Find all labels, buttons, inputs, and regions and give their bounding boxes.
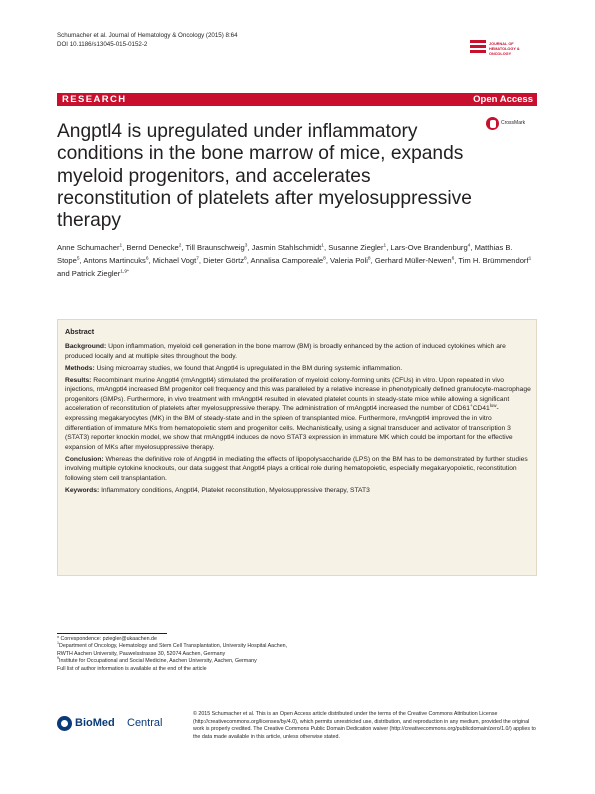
author-name[interactable] [390,243,470,252]
author-separator: and [57,269,72,279]
author-name[interactable] [126,243,181,252]
correspondence-line[interactable]: * Correspondence: pziegler@ukaachen.de [57,636,157,642]
author-name-text: Bernd Denecke [126,243,179,252]
author-name-text: Michael Vogt [152,256,197,266]
author-separator: , [325,256,331,266]
article-title: Angptl4 is upregulated under inflammatory conditions in the bone marrow of mice, expands myeloid progenitors, and accelerates reconstitution of platelets after myelosuppressive therapy [57,121,472,232]
author-name[interactable] [375,256,454,265]
article-type-bar [57,93,537,106]
author-name[interactable] [458,256,531,265]
publisher-name-bold: BioMed [75,717,115,729]
biomed-central-icon [57,716,72,731]
author-name-text: Jasmin Stahlschmidt [251,243,322,252]
author-name-text: Dieter Görtz [203,256,245,266]
abstract-heading: Abstract [65,327,95,336]
author-separator: , [247,243,252,252]
author-affiliation-number: 6 [145,256,149,262]
conclusion-label: Conclusion: [65,455,104,463]
results-label: Results: [65,376,92,384]
abstract-results [65,376,531,453]
author-name[interactable] [153,256,199,265]
author-name[interactable] [252,243,324,252]
author-separator: , [386,243,391,252]
author-name-text: Patrick Ziegler [71,269,121,279]
keywords-text: Inflammatory conditions, Angptl4, Platelet reconstitution, Myelosuppressive therapy, STAT3 [101,486,370,494]
author-name[interactable] [83,256,148,265]
author-separator: , [370,256,375,266]
author-name[interactable] [203,256,247,265]
author-name-text: Anne Schumacher [57,243,120,252]
author-affiliation-number: 6 [451,256,455,262]
affiliation-9-text: Institute for Occupational and Social Medicine, Aachen University, Aachen, Germany [59,658,257,665]
author-separator: , [323,243,329,252]
author-name[interactable] [251,256,326,265]
methods-text: Using microarray studies, we found that Angptl4 is upregulated in the BM during systemic inflammation. [96,364,403,372]
author-name-text: Susanne Ziegler [328,243,384,252]
author-affiliation-number: 8 [323,256,326,262]
results-cd41: CD41 [472,405,490,413]
abstract-box [57,319,537,576]
results-superscript-low: low [489,403,497,409]
keywords-label: Keywords: [65,486,100,494]
open-access-label[interactable]: Open Access [473,94,533,105]
author-name[interactable] [57,243,122,252]
author-name[interactable] [330,256,371,265]
affiliation-9 [57,658,297,665]
author-list [57,241,537,281]
author-affiliation-number: 3 [244,243,248,249]
results-superscript-plus: + [469,403,473,409]
affiliation-9-number: 9 [57,656,59,661]
author-separator: , [198,256,204,266]
doi[interactable]: DOI 10.1186/s13045-015-0152-2 [57,41,148,48]
author-affiliation-number: 8 [367,256,371,262]
journal-logo-text: JOURNAL OF HEMATOLOGY & ONCOLOGY [489,42,520,56]
background-text: Upon inflammation, myeloid cell generation in the bone marrow (BM) is broadly enhanced by the action of induced cytokines which are produced locally and at multiple sites throughout the body. [65,343,506,360]
journal-logo-icon [470,40,486,56]
methods-label: Methods: [65,364,95,372]
author-name-text: Annalisa Camporeale [250,256,324,266]
abstract-background [65,342,531,361]
affiliation-1-text: Department of Oncology, Hematology and Stem Cell Transplantation, University Hospital Aachen, RWTH Aachen University, Pauwelsstrasse 30, 52074 Aachen, Germany [57,643,288,657]
background-label: Background: [65,343,107,350]
author-separator: , [148,256,153,266]
author-separator: , [79,256,84,266]
results-text-1: Recombinant murine Angptl4 (rmAngptl4) stimulated the proliferation of myeloid colony-forming units (CFUs) in vitro. Upon repeated in vivo injections, rmAngptl4 increased BM progenitor cell frequency and this was paralleled by a relative increase in phenotypically defined granulocyte-macrophage progenitors (GMPs). Furthermore, in vivo treatment with rmAngptl4 resulted in elevated platelet counts in steady-state mice while allowing a significant acceleration of reconstitution of platelets after myelosuppressive therapy. The administration of rmAngptl4 increased the number of CD61 [65,376,531,413]
article-type-label: RESEARCH [62,94,127,105]
crossmark-label: CrossMark [501,120,526,126]
author-affiliation-number: 1 [383,243,387,249]
author-name-text: Lars-Ove Brandenburg [390,243,468,252]
crossmark-icon [486,117,499,130]
author-name[interactable] [328,243,386,252]
crossmark-button[interactable] [486,114,536,134]
full-author-info-note: Full list of author information is available at the end of the article [57,665,207,672]
abstract-conclusion [65,455,531,484]
author-affiliation-number: 7 [196,256,199,262]
author-affiliation-number: 1 [321,243,324,249]
journal-citation: Schumacher et al. Journal of Hematology & Oncology (2015) 8:64 [57,32,238,39]
author-name[interactable] [72,269,129,278]
author-affiliation-number: 5 [76,256,80,262]
author-name-text: Till Braunschweig [185,243,245,252]
footnotes [57,636,297,673]
affiliation-1 [57,641,297,661]
affiliation-1-number: 1 [57,641,59,646]
footnote-divider [57,633,167,634]
author-name-text: Matthias B. Stope [57,243,513,266]
author-affiliation-number: 4 [467,243,471,249]
author-separator: , [181,243,186,252]
abstract-body [65,342,531,498]
publisher-name-rest: Central [127,717,163,729]
author-affiliation-number: 1,9* [120,269,129,275]
author-name-text: Tim H. Brümmendorf [458,256,529,266]
abstract-keywords [65,486,531,496]
author-name[interactable] [186,243,248,252]
abstract-methods [65,364,531,374]
journal-logo[interactable] [470,38,532,60]
author-name-text: Antons Martincuks [83,256,146,266]
author-name-text: Valeria Poli [330,256,368,266]
results-text-2: -expressing megakaryocytes (MK) in the BM of steady-state and in the spleen of transplanted mice. Furthermore, rmAngptl4 improved the in vitro differentiation of immature MKs from hematopoietic stem and progenitor cells. Mechanistically, using a signal transducer and activator of transcription 3 (STAT3) reporter knockin model, we show that rmAngptl4 induces de novo STAT3 expression in immature MK which could be important for the effective expansion of MKs after myelosuppressive therapy. [65,405,513,451]
license-text: © 2015 Schumacher et al. This is an Open Access article distributed under the terms of the Creative Commons Attribution License (http://creativecommons.org/licenses/by/4.0), which permits unrestricted use, distribution, and reproduction in any medium, provided the original work is properly credited. The Creative Commons Public Domain Dedication waiver (http://creativecommons.org/publicdomain/zero/1.0/) applies to the data made available in this article, unless otherwise stated. [193,711,536,740]
author-separator: , [246,256,251,266]
author-separator: , [470,243,475,252]
conclusion-text: Whereas the definitive role of Angptl4 in mediating the effects of lipopolysaccharide (LPS) on the BM has to be demonstrated by further studies involving multiple cytokine knockouts, our data suggest that Angptl4 plays a critical role during hematopoietic, especially megakaryopoietic, reconstitution following stem cell transplantation. [65,455,528,482]
publisher-logo[interactable] [57,714,182,734]
author-affiliation-number: 2 [178,243,182,249]
author-separator: , [454,256,459,266]
author-affiliation-number: 1 [528,256,532,262]
author-affiliation-number: 1 [119,243,123,249]
author-affiliation-number: 8 [244,256,247,262]
author-separator: , [122,243,127,252]
author-name-text: Gerhard Müller-Newen [374,256,452,266]
